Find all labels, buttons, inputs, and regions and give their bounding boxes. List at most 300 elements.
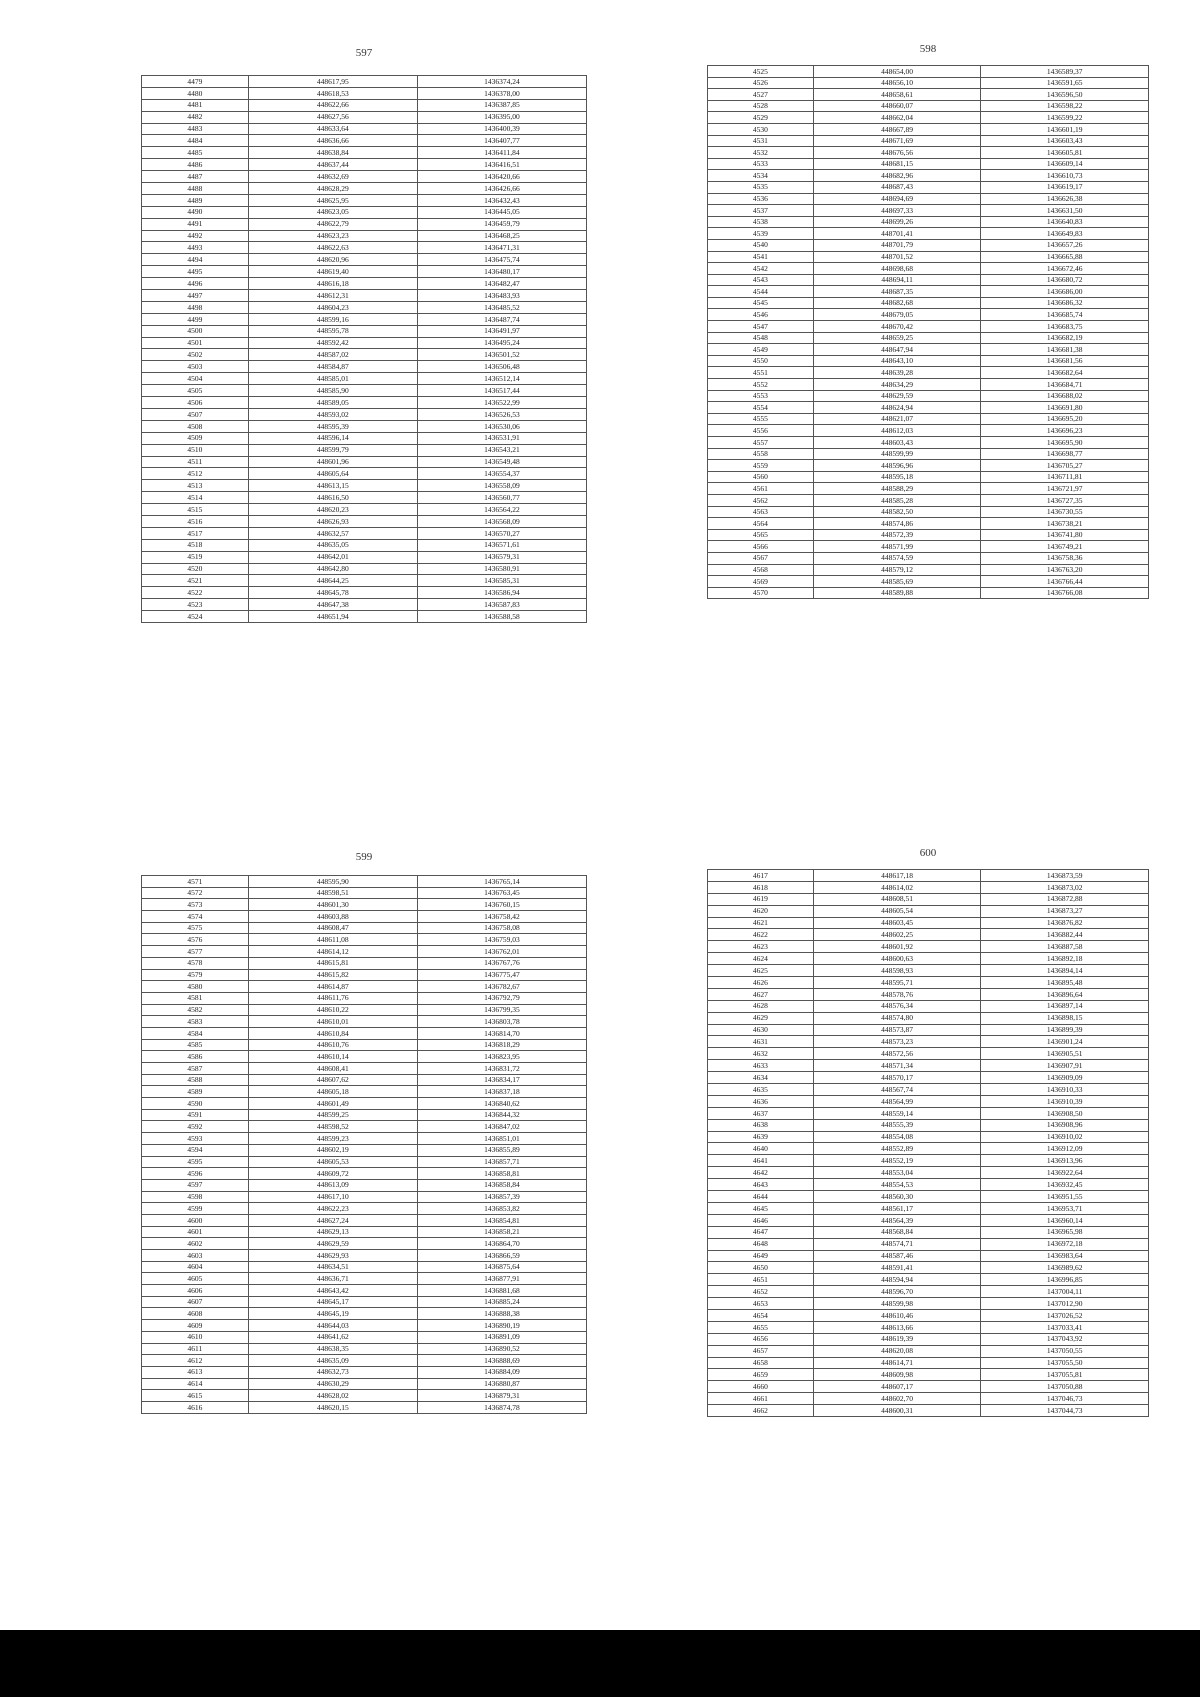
x-coordinate-cell: 448701,52 [813,251,981,263]
table-row [142,1063,587,1075]
point-number-cell: 4486 [142,159,249,171]
y-coordinate-cell: 1436792,79 [417,992,586,1004]
point-number-cell: 4546 [708,309,814,321]
x-coordinate-cell: 448612,31 [248,290,417,302]
y-coordinate-cell: 1436680,72 [981,274,1149,286]
point-number-cell: 4651 [708,1274,814,1286]
table-row [142,1109,587,1121]
point-number-cell: 4586 [142,1051,249,1063]
point-number-cell: 4549 [708,344,814,356]
table-row [142,1308,587,1320]
x-coordinate-cell: 448616,50 [248,492,417,504]
table-row [142,147,587,159]
y-coordinate-cell: 1436580,91 [417,563,586,575]
point-number-cell: 4559 [708,460,814,472]
y-coordinate-cell: 1436506,48 [417,361,586,373]
x-coordinate-cell: 448622,66 [248,99,417,111]
x-coordinate-cell: 448552,89 [813,1143,981,1155]
point-number-cell: 4529 [708,112,814,124]
point-number-cell: 4585 [142,1039,249,1051]
table-row [708,437,1149,449]
y-coordinate-cell: 1437026,52 [981,1309,1149,1321]
point-number-cell: 4550 [708,355,814,367]
x-coordinate-cell: 448607,17 [813,1381,981,1393]
y-coordinate-cell: 1436378,00 [417,87,586,99]
point-number-cell: 4659 [708,1369,814,1381]
table-row [708,1214,1149,1226]
y-coordinate-cell: 1437050,88 [981,1381,1149,1393]
point-number-cell: 4582 [142,1004,249,1016]
point-number-cell: 4483 [142,123,249,135]
y-coordinate-cell: 1436873,27 [981,905,1149,917]
x-coordinate-cell: 448659,25 [813,332,981,344]
point-number-cell: 4569 [708,576,814,588]
y-coordinate-cell: 1436996,85 [981,1274,1149,1286]
y-coordinate-cell: 1436609,14 [981,158,1149,170]
table-row [708,332,1149,344]
table-row [708,1131,1149,1143]
table-row [142,183,587,195]
y-coordinate-cell: 1436909,09 [981,1072,1149,1084]
x-coordinate-cell: 448603,88 [248,911,417,923]
point-number-cell: 4629 [708,1012,814,1024]
point-number-cell: 4504 [142,373,249,385]
point-number-cell: 4542 [708,263,814,275]
x-coordinate-cell: 448642,01 [248,551,417,563]
table-row [142,313,587,325]
table-row [142,301,587,313]
y-coordinate-cell: 1436696,23 [981,425,1149,437]
x-coordinate-cell: 448599,79 [248,444,417,456]
x-coordinate-cell: 448559,14 [813,1107,981,1119]
x-coordinate-cell: 448560,30 [813,1191,981,1203]
point-number-cell: 4548 [708,332,814,344]
point-number-cell: 4579 [142,969,249,981]
y-coordinate-cell: 1436657,26 [981,239,1149,251]
point-number-cell: 4503 [142,361,249,373]
table-row [142,325,587,337]
point-number-cell: 4636 [708,1095,814,1107]
point-number-cell: 4571 [142,876,249,888]
point-number-cell: 4516 [142,515,249,527]
table-row [142,87,587,99]
x-coordinate-cell: 448651,94 [248,611,417,623]
point-number-cell: 4536 [708,193,814,205]
point-number-cell: 4518 [142,539,249,551]
point-number-cell: 4506 [142,397,249,409]
y-coordinate-cell: 1436760,15 [417,899,586,911]
table-row [708,1357,1149,1369]
y-coordinate-cell: 1436910,33 [981,1084,1149,1096]
table-row [708,977,1149,989]
table-row [142,278,587,290]
point-number-cell: 4551 [708,367,814,379]
point-number-cell: 4495 [142,266,249,278]
table-row [142,969,587,981]
y-coordinate-cell: 1436873,59 [981,870,1149,882]
y-coordinate-cell: 1436965,98 [981,1226,1149,1238]
x-coordinate-cell: 448553,04 [813,1167,981,1179]
table-row [708,263,1149,275]
x-coordinate-cell: 448676,56 [813,147,981,159]
y-coordinate-cell: 1437050,55 [981,1345,1149,1357]
point-number-cell: 4535 [708,181,814,193]
point-number-cell: 4574 [142,911,249,923]
x-coordinate-cell: 448629,59 [248,1238,417,1250]
x-coordinate-cell: 448598,51 [248,887,417,899]
y-coordinate-cell: 1436407,77 [417,135,586,147]
x-coordinate-cell: 448654,00 [813,66,981,78]
x-coordinate-cell: 448599,23 [248,1133,417,1145]
table-row [708,1048,1149,1060]
y-coordinate-cell: 1436895,48 [981,977,1149,989]
x-coordinate-cell: 448623,05 [248,206,417,218]
x-coordinate-cell: 448671,69 [813,135,981,147]
point-number-cell: 4654 [708,1309,814,1321]
x-coordinate-cell: 448682,96 [813,170,981,182]
table-row [708,518,1149,530]
table-row [708,893,1149,905]
x-coordinate-cell: 448628,02 [248,1390,417,1402]
table-row [708,576,1149,588]
point-number-cell: 4600 [142,1214,249,1226]
table-row [708,402,1149,414]
point-number-cell: 4527 [708,89,814,101]
point-number-cell: 4532 [708,147,814,159]
table-row [142,492,587,504]
x-coordinate-cell: 448627,56 [248,111,417,123]
x-coordinate-cell: 448576,34 [813,1000,981,1012]
table-row [142,1027,587,1039]
table-row [142,206,587,218]
point-number-cell: 4519 [142,551,249,563]
x-coordinate-cell: 448682,68 [813,297,981,309]
y-coordinate-cell: 1436884,09 [417,1366,586,1378]
table-row [708,506,1149,518]
point-number-cell: 4583 [142,1016,249,1028]
y-coordinate-cell: 1436522,99 [417,397,586,409]
y-coordinate-cell: 1436619,17 [981,181,1149,193]
table-row [708,112,1149,124]
table-row [708,170,1149,182]
y-coordinate-cell: 1436857,39 [417,1191,586,1203]
table-row [708,1024,1149,1036]
point-number-cell: 4515 [142,504,249,516]
point-number-cell: 4547 [708,321,814,333]
x-coordinate-cell: 448568,84 [813,1226,981,1238]
x-coordinate-cell: 448645,19 [248,1308,417,1320]
x-coordinate-cell: 448605,64 [248,468,417,480]
point-number-cell: 4479 [142,76,249,88]
x-coordinate-cell: 448667,89 [813,123,981,135]
table-row [708,1060,1149,1072]
x-coordinate-cell: 448629,59 [813,390,981,402]
point-number-cell: 4558 [708,448,814,460]
table-row [708,1107,1149,1119]
x-coordinate-cell: 448620,08 [813,1345,981,1357]
table-row [708,1345,1149,1357]
point-number-cell: 4578 [142,957,249,969]
point-number-cell: 4597 [142,1179,249,1191]
table-row [142,480,587,492]
x-coordinate-cell: 448582,50 [813,506,981,518]
y-coordinate-cell: 1436853,82 [417,1203,586,1215]
table-row [142,76,587,88]
point-number-cell: 4625 [708,965,814,977]
y-coordinate-cell: 1436899,39 [981,1024,1149,1036]
y-coordinate-cell: 1436896,64 [981,988,1149,1000]
point-number-cell: 4631 [708,1036,814,1048]
point-number-cell: 4632 [708,1048,814,1060]
table-row [142,1086,587,1098]
point-number-cell: 4492 [142,230,249,242]
point-number-cell: 4624 [708,953,814,965]
x-coordinate-cell: 448587,02 [248,349,417,361]
x-coordinate-cell: 448614,12 [248,946,417,958]
point-number-cell: 4661 [708,1393,814,1405]
table-row [708,587,1149,599]
table-row [708,344,1149,356]
y-coordinate-cell: 1436905,51 [981,1048,1149,1060]
point-number-cell: 4650 [708,1262,814,1274]
x-coordinate-cell: 448632,73 [248,1366,417,1378]
table-row [708,135,1149,147]
table-row [708,1298,1149,1310]
point-number-cell: 4594 [142,1144,249,1156]
table-row [708,1405,1149,1417]
y-coordinate-cell: 1436799,35 [417,1004,586,1016]
point-number-cell: 4513 [142,480,249,492]
coordinate-table [707,65,1149,599]
table-row [708,216,1149,228]
table-row [142,1168,587,1180]
table-row [708,1179,1149,1191]
x-coordinate-cell: 448599,16 [248,313,417,325]
table-row [142,432,587,444]
y-coordinate-cell: 1436887,58 [981,941,1149,953]
x-coordinate-cell: 448620,15 [248,1401,417,1413]
point-number-cell: 4556 [708,425,814,437]
y-coordinate-cell: 1436730,55 [981,506,1149,518]
point-number-cell: 4497 [142,290,249,302]
table-row [708,1072,1149,1084]
table-row [708,1274,1149,1286]
y-coordinate-cell: 1436603,43 [981,135,1149,147]
y-coordinate-cell: 1436400,39 [417,123,586,135]
y-coordinate-cell: 1436587,83 [417,599,586,611]
y-coordinate-cell: 1436855,89 [417,1144,586,1156]
table-row [142,957,587,969]
y-coordinate-cell: 1436531,91 [417,432,586,444]
point-number-cell: 4543 [708,274,814,286]
point-number-cell: 4488 [142,183,249,195]
x-coordinate-cell: 448574,86 [813,518,981,530]
x-coordinate-cell: 448647,94 [813,344,981,356]
point-number-cell: 4602 [142,1238,249,1250]
table-row [142,1144,587,1156]
y-coordinate-cell: 1436598,22 [981,100,1149,112]
x-coordinate-cell: 448629,93 [248,1250,417,1262]
y-coordinate-cell: 1436814,70 [417,1027,586,1039]
table-row [708,929,1149,941]
point-number-cell: 4534 [708,170,814,182]
table-row [142,456,587,468]
point-number-cell: 4555 [708,413,814,425]
y-coordinate-cell: 1436875,64 [417,1261,586,1273]
y-coordinate-cell: 1436526,53 [417,408,586,420]
table-row [708,123,1149,135]
table-row [708,1155,1149,1167]
point-number-cell: 4484 [142,135,249,147]
table-row [142,1203,587,1215]
x-coordinate-cell: 448662,04 [813,112,981,124]
y-coordinate-cell: 1436910,39 [981,1095,1149,1107]
table-row [708,158,1149,170]
table-row [142,373,587,385]
point-number-cell: 4494 [142,254,249,266]
point-number-cell: 4490 [142,206,249,218]
x-coordinate-cell: 448585,69 [813,576,981,588]
table-row [708,1036,1149,1048]
y-coordinate-cell: 1436879,31 [417,1390,586,1402]
y-coordinate-cell: 1436705,27 [981,460,1149,472]
table-row [708,1191,1149,1203]
y-coordinate-cell: 1436857,71 [417,1156,586,1168]
point-number-cell: 4562 [708,494,814,506]
point-number-cell: 4560 [708,471,814,483]
table-row [142,1273,587,1285]
point-number-cell: 4656 [708,1333,814,1345]
x-coordinate-cell: 448578,76 [813,988,981,1000]
table-row [708,1381,1149,1393]
point-number-cell: 4630 [708,1024,814,1036]
x-coordinate-cell: 448570,17 [813,1072,981,1084]
table-row [142,599,587,611]
point-number-cell: 4596 [142,1168,249,1180]
y-coordinate-cell: 1436888,38 [417,1308,586,1320]
point-number-cell: 4520 [142,563,249,575]
x-coordinate-cell: 448629,13 [248,1226,417,1238]
x-coordinate-cell: 448610,46 [813,1309,981,1321]
point-number-cell: 4639 [708,1131,814,1143]
table-row [708,321,1149,333]
point-number-cell: 4575 [142,922,249,934]
point-number-cell: 4662 [708,1405,814,1417]
y-coordinate-cell: 1436631,50 [981,205,1149,217]
y-coordinate-cell: 1436487,74 [417,313,586,325]
y-coordinate-cell: 1436501,52 [417,349,586,361]
y-coordinate-cell: 1437012,90 [981,1298,1149,1310]
point-number-cell: 4609 [142,1320,249,1332]
x-coordinate-cell: 448607,62 [248,1074,417,1086]
table-row [142,1238,587,1250]
x-coordinate-cell: 448574,80 [813,1012,981,1024]
y-coordinate-cell: 1436840,62 [417,1098,586,1110]
point-number-cell: 4608 [142,1308,249,1320]
table-row [142,1261,587,1273]
x-coordinate-cell: 448614,87 [248,981,417,993]
x-coordinate-cell: 448619,40 [248,266,417,278]
point-number-cell: 4566 [708,541,814,553]
x-coordinate-cell: 448589,05 [248,397,417,409]
x-coordinate-cell: 448612,03 [813,425,981,437]
y-coordinate-cell: 1436741,80 [981,529,1149,541]
y-coordinate-cell: 1436426,66 [417,183,586,195]
point-number-cell: 4573 [142,899,249,911]
point-number-cell: 4637 [708,1107,814,1119]
y-coordinate-cell: 1436858,81 [417,1168,586,1180]
table-row [142,1343,587,1355]
x-coordinate-cell: 448694,11 [813,274,981,286]
point-number-cell: 4580 [142,981,249,993]
table-row [708,274,1149,286]
table-row [708,483,1149,495]
point-number-cell: 4496 [142,278,249,290]
x-coordinate-cell: 448592,42 [248,337,417,349]
point-number-cell: 4641 [708,1155,814,1167]
y-coordinate-cell: 1436844,32 [417,1109,586,1121]
x-coordinate-cell: 448647,38 [248,599,417,611]
table-row [142,397,587,409]
y-coordinate-cell: 1436897,14 [981,1000,1149,1012]
point-number-cell: 4489 [142,194,249,206]
y-coordinate-cell: 1436872,88 [981,893,1149,905]
point-number-cell: 4485 [142,147,249,159]
x-coordinate-cell: 448573,87 [813,1024,981,1036]
table-row [142,135,587,147]
x-coordinate-cell: 448601,92 [813,941,981,953]
x-coordinate-cell: 448571,34 [813,1060,981,1072]
point-number-cell: 4589 [142,1086,249,1098]
point-number-cell: 4598 [142,1191,249,1203]
point-number-cell: 4481 [142,99,249,111]
x-coordinate-cell: 448600,63 [813,953,981,965]
point-number-cell: 4622 [708,929,814,941]
table-row [708,1000,1149,1012]
y-coordinate-cell: 1436858,84 [417,1179,586,1191]
y-coordinate-cell: 1436866,59 [417,1250,586,1262]
x-coordinate-cell: 448610,01 [248,1016,417,1028]
x-coordinate-cell: 448614,71 [813,1357,981,1369]
point-number-cell: 4501 [142,337,249,349]
y-coordinate-cell: 1436480,17 [417,266,586,278]
y-coordinate-cell: 1436610,73 [981,170,1149,182]
x-coordinate-cell: 448579,12 [813,564,981,576]
table-row [708,1012,1149,1024]
table-row [708,552,1149,564]
y-coordinate-cell: 1436837,18 [417,1086,586,1098]
y-coordinate-cell: 1436568,09 [417,515,586,527]
x-coordinate-cell: 448699,26 [813,216,981,228]
point-number-cell: 4563 [708,506,814,518]
x-coordinate-cell: 448595,18 [813,471,981,483]
x-coordinate-cell: 448697,33 [813,205,981,217]
point-number-cell: 4604 [142,1261,249,1273]
x-coordinate-cell: 448567,74 [813,1084,981,1096]
y-coordinate-cell: 1436691,80 [981,402,1149,414]
y-coordinate-cell: 1436468,25 [417,230,586,242]
point-number-cell: 4618 [708,881,814,893]
x-coordinate-cell: 448643,42 [248,1285,417,1297]
y-coordinate-cell: 1436596,50 [981,89,1149,101]
x-coordinate-cell: 448617,10 [248,1191,417,1203]
coordinate-table [141,875,587,1414]
point-number-cell: 4572 [142,887,249,899]
table-row [142,992,587,1004]
point-number-cell: 4623 [708,941,814,953]
y-coordinate-cell: 1436803,78 [417,1016,586,1028]
y-coordinate-cell: 1436763,20 [981,564,1149,576]
